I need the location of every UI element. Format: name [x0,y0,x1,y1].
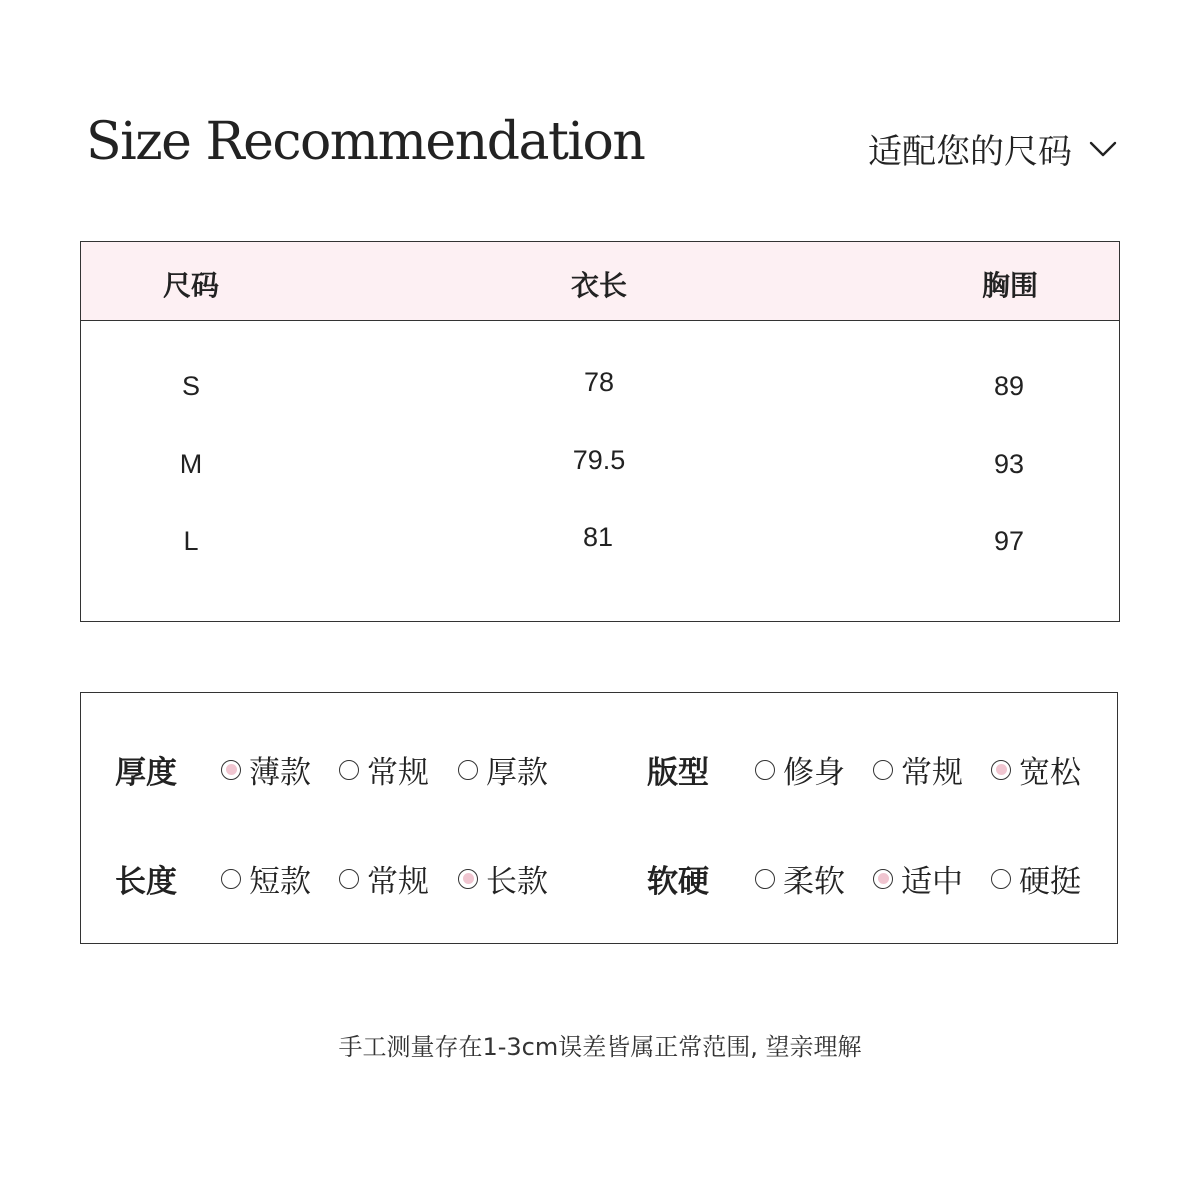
attribute-label-softness: 软硬 [647,864,709,900]
option-thickness-thin[interactable]: 薄款 [221,747,311,792]
radio-icon [221,869,241,889]
column-header-length: 衣长 [570,269,628,302]
radio-icon [755,760,775,780]
table-cell-length: 81 [582,522,614,552]
attribute-row [81,741,1117,791]
table-cell-size: M [179,449,203,479]
table-cell-bust: 93 [993,449,1025,479]
option-thickness-regular[interactable]: 常规 [339,747,429,792]
attribute-row [81,850,1117,900]
radio-icon [458,760,478,780]
option-length-long[interactable]: 长款 [458,856,548,901]
table-cell-length: 79.5 [572,445,626,475]
option-length-short[interactable]: 短款 [221,856,311,901]
column-header-bust: 胸围 [981,269,1039,302]
radio-icon [991,760,1011,780]
radio-icon [873,869,893,889]
radio-icon [221,760,241,780]
table-cell-bust: 97 [993,526,1025,556]
radio-icon [991,869,1011,889]
option-fit-regular[interactable]: 常规 [873,747,963,792]
attribute-label-fit: 版型 [647,755,709,791]
fit-size-dropdown[interactable] [868,124,1118,173]
fit-size-dropdown-label: 适配您的尺码 [868,132,1072,172]
page-title: Size Recommendation [86,112,645,172]
radio-icon [873,760,893,780]
radio-icon [339,760,359,780]
attribute-label-thickness: 厚度 [115,755,177,791]
option-softness-soft[interactable]: 柔软 [755,856,845,901]
radio-icon [339,869,359,889]
table-cell-bust: 89 [993,371,1025,401]
radio-icon [755,869,775,889]
option-length-regular[interactable]: 常规 [339,856,429,901]
option-softness-stiff[interactable]: 硬挺 [991,856,1081,901]
table-cell-length: 78 [583,367,615,397]
measurement-note: 手工测量存在1-3cm误差皆属正常范围, 望亲理解 [338,1033,862,1061]
table-cell-size: S [181,371,201,401]
size-table [80,241,1120,622]
radio-icon [458,869,478,889]
option-softness-medium[interactable]: 适中 [873,856,963,901]
option-fit-loose[interactable]: 宽松 [991,747,1081,792]
size-table-body [81,321,1119,621]
chevron-down-icon [1088,139,1118,159]
table-cell-size: L [183,526,199,556]
column-header-size: 尺码 [162,269,220,302]
attributes-panel [80,692,1118,944]
option-thickness-thick[interactable]: 厚款 [458,747,548,792]
size-table-header [81,242,1119,321]
option-fit-slim[interactable]: 修身 [755,747,845,792]
attribute-label-length: 长度 [115,864,177,900]
